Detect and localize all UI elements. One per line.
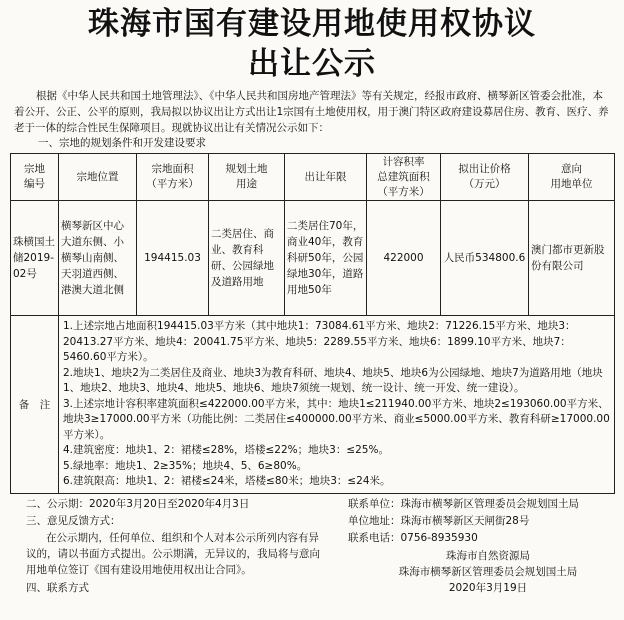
remarks-cell [59,316,615,494]
parcel-table [10,153,615,494]
header-parcel-no: 宗地 编号 [11,154,59,201]
cell-use: 二类居住、商业、教育科研、公园绿地及道路用地 [209,201,285,316]
remark-item: 3.上述宗地计容积率建筑面积≤422000.00平方米，其中：地块1≤211940.00平方米、地块2≤193060.00平方米、地块3≥17000.00平方米（功能比例：二类居住≤400000.00平方米、商业≤5000.00平方米、教育科研≥17000.00平方米）。 [63,397,610,441]
contact-address: 单位地址：珠海市横琴新区天闸街28号 [348,514,530,527]
remarks-label: 备 注 [11,316,59,494]
notice-title-line1: 珠海市国有建设用地使用权协议 [88,6,536,42]
remarks-row [11,316,615,494]
cell-parcel-no: 珠横国土储2019-02号 [11,201,59,316]
cell-far-area: 422000 [367,201,441,316]
table-header-row [11,154,615,201]
header-far-area: 计容积率 总建筑面积 （平方米） [367,154,441,201]
issuer-1: 珠海市自然资源局 [446,549,530,562]
intro-paragraph: 根据《中华人民共和国土地管理法》、《中华人民共和国房地产管理法》等有关规定，经报市政府、横琴新区管委会批准，本着公开、公正、公平的原则，我局拟以协议出让方式出让1宗国有土地使用权，用于澳门特区政府建设募居住房、教育、医疗、养老于一体的综合性民生保障项目。现就协议出让有关情况公示如下： [14,90,609,134]
header-area: 宗地面积 （平方米） [137,154,209,201]
header-location: 宗地位置 [59,154,137,201]
remark-item: 5.绿地率：地块1、2≥35%；地块4、5、6≥80%。 [63,459,308,472]
notice-title-line2: 出让公示 [248,46,376,82]
cell-location: 横琴新区中心大道东侧、小横琴山南侧、天羽道西侧、港澳大道北侧 [59,201,137,316]
remark-item: 6.建筑限高：地块1、2：裙楼≤24米，塔楼≤80米；地块3：≤24米。 [63,475,391,487]
header-use: 规划土地 用途 [209,154,285,201]
table-row [11,201,615,316]
feedback-body: 在公示期内，任何单位、组织和个人对本公示所列内容有异议的，请以书面方式提出。公示期满，无异议的，我局将与意向用地单位签订《国有建设用地使用权出让合同》。 [26,531,320,576]
section-1-heading: 一、宗地的规划条件和开发建设要求 [38,137,206,149]
cell-price: 人民币534800.6 [441,201,529,316]
remark-item: 4.建筑密度：地块1、2：裙楼≤28%，塔楼≤22%；地块3：≤25%。 [63,444,389,456]
contact-phone: 联系电话：0756-8935930 [348,531,478,544]
contact-unit: 联系单位：珠海市横琴新区管理委员会规划国土局 [348,497,579,510]
feedback-heading: 三、意见反馈方式： [26,514,121,527]
cell-term: 二类居住70年，商业40年，教育科研50年，公园绿地30年，道路用地50年 [285,201,367,316]
issuer-2: 珠海市横琴新区管理委员会规划国土局 [398,565,578,578]
cell-area: 194415.03 [137,201,209,316]
remark-item: 1.上述宗地占地面积194415.03平方米（其中地块1：73084.61平方米、地块2：71226.15平方米、地块3：20413.27平方米、地块4：20041.75平方米、地块5：2289.55平方米、地块6：1899.10平方米、地块7：5460.60平方米）。 [63,320,576,363]
header-price: 拟出让价格 （万元） [441,154,529,201]
public-period: 二、公示期：2020年3月20日至2020年4月3日 [26,497,250,510]
cell-buyer: 澳门都市更新股份有限公司 [529,201,615,316]
header-buyer: 意向 用地单位 [529,154,615,201]
issue-date: 2020年3月19日 [448,581,528,594]
remark-item: 2.地块1、地块2为二类居住及商业、地块3为教育科研、地块4、地块5、地块6为公园绿地、地块7为道路用地（地块1、地块2、地块3、地块4、地块5、地块6、地块7须统一规划、统一设计、统一开发、统一建设）。 [63,366,603,394]
header-term: 出让年限 [285,154,367,201]
contact-heading: 四、联系方式 [26,581,89,594]
